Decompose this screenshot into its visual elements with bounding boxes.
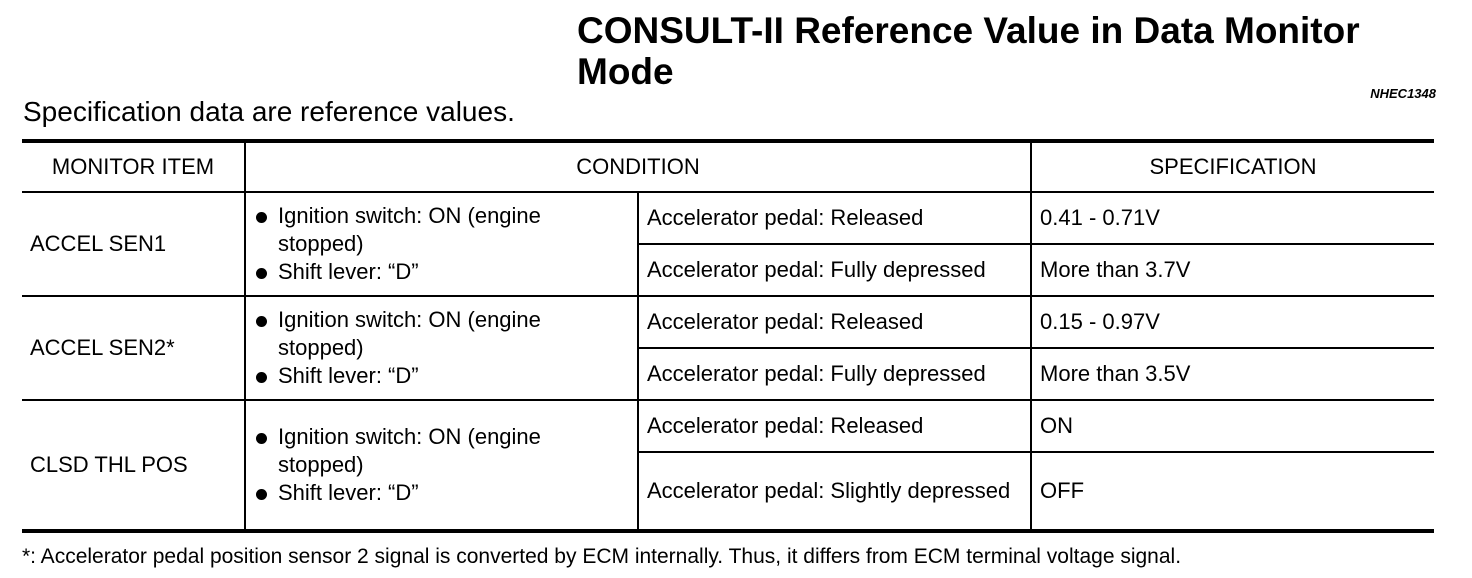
condition-bullet: Ignition switch: ON (engine stopped) [254,202,629,258]
reference-value-table [22,139,1434,533]
bullet-icon [256,212,267,223]
bullet-icon [256,489,267,500]
page-title: CONSULT-II Reference Value in Data Monitor Mode [577,10,1360,92]
condition-bullet: Ignition switch: ON (engine stopped) [254,423,629,479]
column-header-condition: CONDITION [245,141,1031,192]
table-header-row [22,141,1434,192]
condition-cell [245,192,638,296]
monitor-item-cell: ACCEL SEN2* [22,296,245,400]
pedal-condition-cell: Accelerator pedal: Fully depressed [638,348,1031,400]
table-row [22,296,1434,348]
page-subtitle: Specification data are reference values. [23,96,515,127]
document-code: NHEC1348 [1370,86,1436,101]
column-header-specification: SPECIFICATION [1031,141,1434,192]
specification-cell: ON [1031,400,1434,452]
pedal-condition-cell: Accelerator pedal: Fully depressed [638,244,1031,296]
pedal-condition-cell: Accelerator pedal: Slightly depressed [638,452,1031,531]
monitor-item-cell: CLSD THL POS [22,400,245,531]
monitor-item-cell: ACCEL SEN1 [22,192,245,296]
specification-cell: 0.41 - 0.71V [1031,192,1434,244]
condition-bullet: Ignition switch: ON (engine stopped) [254,306,629,362]
bullet-icon [256,268,267,279]
specification-cell: 0.15 - 0.97V [1031,296,1434,348]
condition-bullet: Shift lever: “D” [254,479,629,507]
column-header-monitor-item: MONITOR ITEM [22,141,245,192]
bullet-icon [256,372,267,383]
condition-cell [245,296,638,400]
condition-cell [245,400,638,531]
condition-bullet: Shift lever: “D” [254,258,629,286]
condition-bullet: Shift lever: “D” [254,362,629,390]
table-row [22,192,1434,244]
specification-cell: More than 3.7V [1031,244,1434,296]
table-row [22,400,1434,452]
pedal-condition-cell: Accelerator pedal: Released [638,400,1031,452]
pedal-condition-cell: Accelerator pedal: Released [638,192,1031,244]
footnote: *: Accelerator pedal position sensor 2 signal is converted by ECM internally. Thus, it differs from ECM terminal voltage signal. [22,545,1182,568]
pedal-condition-cell: Accelerator pedal: Released [638,296,1031,348]
bullet-icon [256,433,267,444]
specification-cell: OFF [1031,452,1434,531]
bullet-icon [256,316,267,327]
specification-cell: More than 3.5V [1031,348,1434,400]
